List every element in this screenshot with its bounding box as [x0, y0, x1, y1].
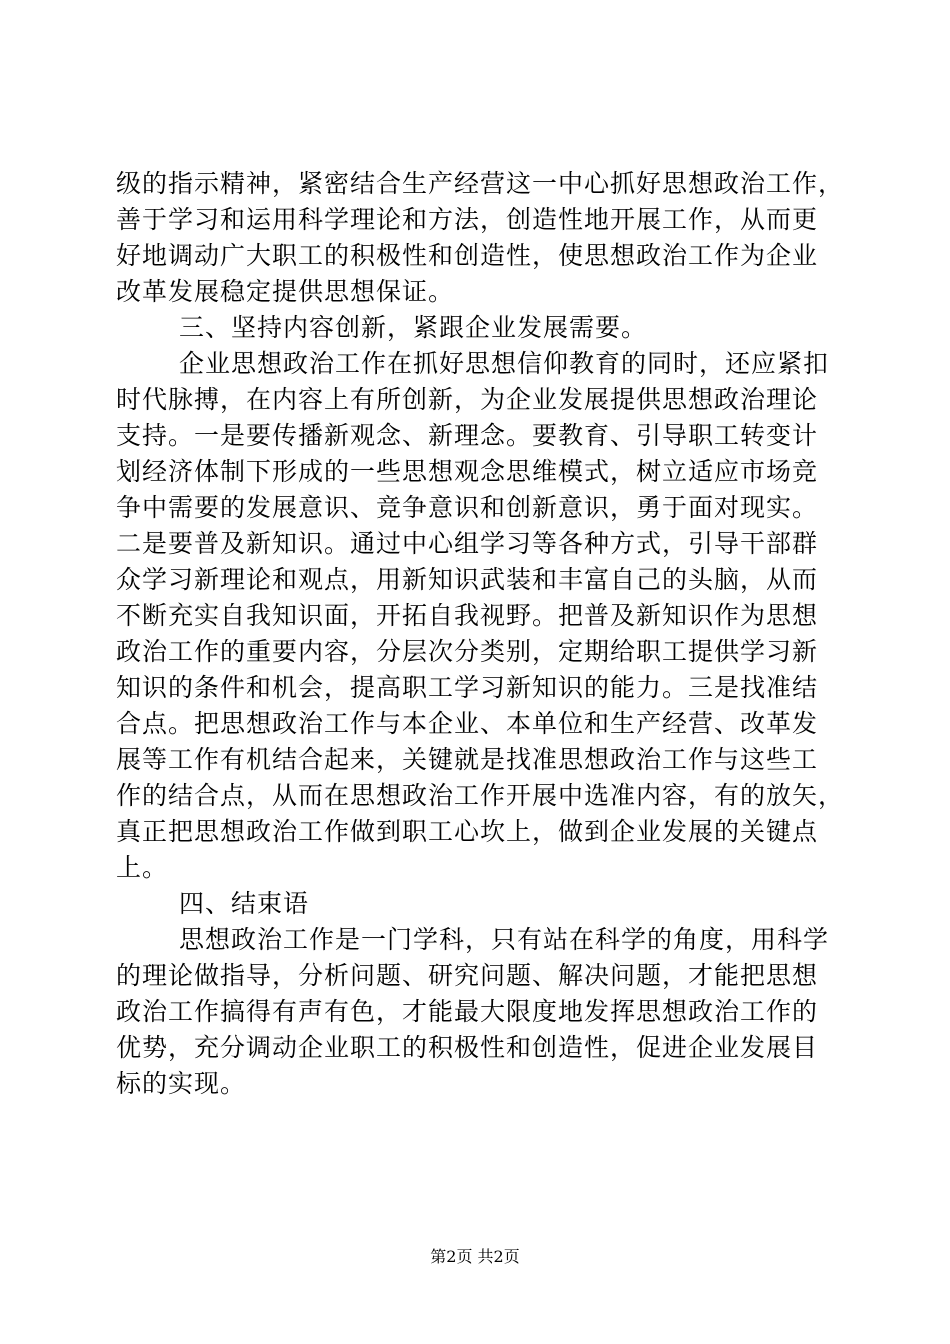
- text-line: 标的实现。: [116, 1069, 247, 1098]
- text-line: 二是要普及新知识。通过中心组学习等各种方式，引导干部群: [116, 529, 819, 558]
- text-line: 优势，充分调动企业职工的积极性和创造性，促进企业发展目: [116, 1033, 819, 1062]
- text-line: 争中需要的发展意识、竞争意识和创新意识，勇于面对现实。: [116, 493, 819, 522]
- text-line: 级的指示精神，紧密结合生产经营这一中心抓好思想政治工作，: [116, 169, 845, 198]
- text-line: 的理论做指导，分析问题、研究问题、解决问题，才能把思想: [116, 961, 819, 990]
- text-line: 好地调动广大职工的积极性和创造性，使思想政治工作为企业: [116, 241, 819, 270]
- text-line: 不断充实自我知识面，开拓自我视野。把普及新知识作为思想: [116, 601, 819, 630]
- text-line: 时代脉搏，在内容上有所创新，为企业发展提供思想政治理论: [116, 385, 819, 414]
- text-line: 思想政治工作是一门学科，只有站在科学的角度，用科学: [179, 925, 830, 954]
- text-line: 改革发展稳定提供思想保证。: [116, 277, 455, 306]
- text-line: 政治工作的重要内容，分层次分类别，定期给职工提供学习新: [116, 637, 819, 666]
- page-number: 第2页 共2页: [430, 1247, 520, 1266]
- text-line: 支持。一是要传播新观念、新理念。要教育、引导职工转变计: [116, 421, 819, 450]
- section-heading: 三、坚持内容创新，紧跟企业发展需要。: [179, 313, 648, 342]
- text-line: 展等工作有机结合起来，关键就是找准思想政治工作与这些工: [116, 745, 819, 774]
- text-line: 政治工作搞得有声有色，才能最大限度地发挥思想政治工作的: [116, 997, 819, 1026]
- text-line: 划经济体制下形成的一些思想观念思维模式，树立适应市场竞: [116, 457, 819, 486]
- text-line: 真正把思想政治工作做到职工心坎上，做到企业发展的关键点: [116, 817, 819, 846]
- text-line: 善于学习和运用科学理论和方法，创造性地开展工作，从而更: [116, 205, 819, 234]
- section-heading: 四、结束语: [179, 889, 310, 918]
- text-line: 作的结合点，从而在思想政治工作开展中选准内容，有的放矢，: [116, 781, 845, 810]
- text-line: 众学习新理论和观点，用新知识武装和丰富自己的头脑，从而: [116, 565, 819, 594]
- text-line: 合点。把思想政治工作与本企业、本单位和生产经营、改革发: [116, 709, 819, 738]
- text-line: 企业思想政治工作在抓好思想信仰教育的同时，还应紧扣: [179, 349, 830, 378]
- text-line: 知识的条件和机会，提高职工学习新知识的能力。三是找准结: [116, 673, 819, 702]
- text-line: 上。: [116, 853, 169, 882]
